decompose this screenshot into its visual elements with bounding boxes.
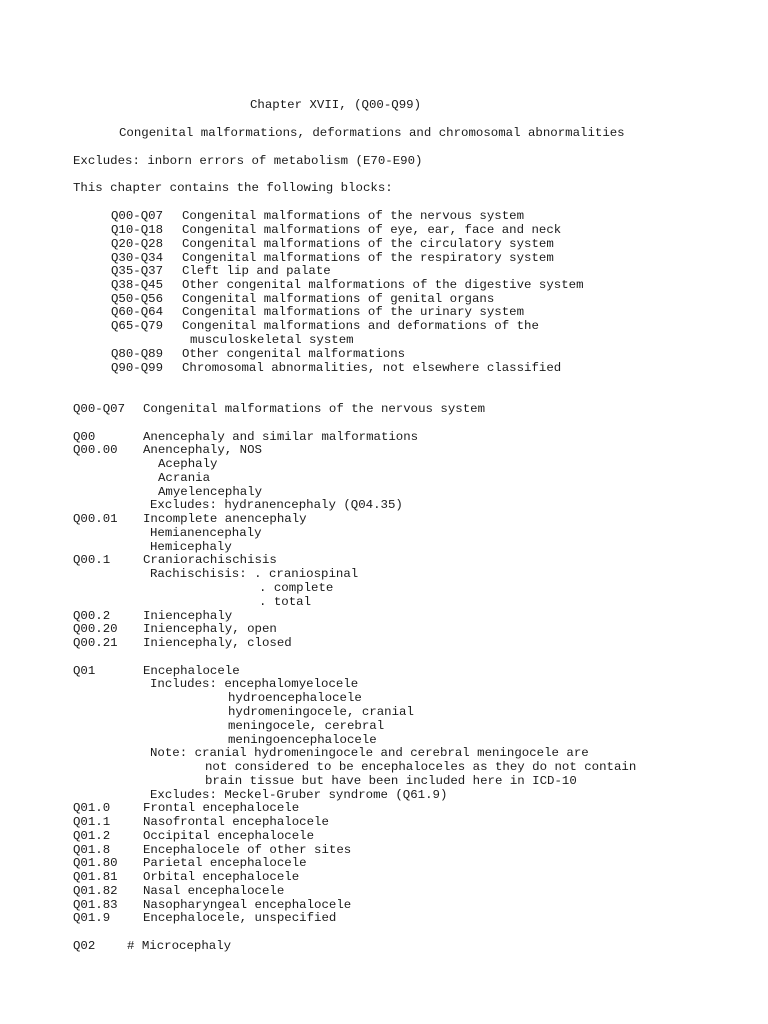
block-desc-continued: musculoskeletal system xyxy=(190,333,354,347)
entry-code: Q00 xyxy=(73,430,96,444)
entry-includes: Includes: encephalomyelocele xyxy=(150,677,359,691)
entry-code: Q01.1 xyxy=(73,815,111,829)
entry-text: Nasofrontal encephalocele xyxy=(143,815,329,829)
entry-text: Encephalocele of other sites xyxy=(143,843,352,857)
entry-text: Encephalocele xyxy=(143,664,240,678)
block-desc: Chromosomal abnormalities, not elsewhere classified xyxy=(182,361,562,375)
entry-text: Anencephaly, NOS xyxy=(143,443,262,457)
block-range: Q65-Q79 xyxy=(111,319,164,333)
entry-code: Q00.2 xyxy=(73,609,111,623)
block-desc: Congenital malformations of the nervous system xyxy=(182,209,525,223)
entry-code: Q00.1 xyxy=(73,553,111,567)
entry-note-continued: not considered to be encephaloceles as they do not contain xyxy=(205,760,637,774)
entry-code: Q01.9 xyxy=(73,911,111,925)
block-desc: Cleft lip and palate xyxy=(182,264,331,278)
block-range: Q30-Q34 xyxy=(111,251,164,265)
entry-synonym: . complete xyxy=(259,581,334,595)
entry-text: Frontal encephalocele xyxy=(143,801,300,815)
entry-code: Q01.0 xyxy=(73,801,111,815)
entry-code: Q02 xyxy=(73,939,96,953)
entry-excludes: Excludes: hydranencephaly (Q04.35) xyxy=(150,498,403,512)
block-range: Q35-Q37 xyxy=(111,264,164,278)
block-desc: Other congenital malformations xyxy=(182,347,406,361)
entry-text: Parietal encephalocele xyxy=(143,856,307,870)
entry-code: Q00.20 xyxy=(73,622,118,636)
entry-code: Q00.01 xyxy=(73,512,118,526)
entry-text: Iniencephaly, open xyxy=(143,622,277,636)
block-range: Q00-Q07 xyxy=(111,209,164,223)
entry-synonym: Rachischisis: . craniospinal xyxy=(150,567,359,581)
entry-code: Q01.83 xyxy=(73,898,118,912)
entry-code: Q01.81 xyxy=(73,870,118,884)
block-range: Q50-Q56 xyxy=(111,292,164,306)
entry-includes-item: hydromeningocele, cranial xyxy=(228,705,414,719)
block-range: Q10-Q18 xyxy=(111,223,164,237)
chapter-subtitle: Congenital malformations, deformations and chromosomal abnormalities xyxy=(119,126,625,140)
entry-code: Q01.2 xyxy=(73,829,111,843)
block-range: Q60-Q64 xyxy=(111,305,164,319)
entry-synonym: Acrania xyxy=(158,471,211,485)
entry-code: Q01.8 xyxy=(73,843,111,857)
entry-synonym: Hemicephaly xyxy=(150,540,232,554)
block-range: Q20-Q28 xyxy=(111,237,164,251)
entry-text: Occipital encephalocele xyxy=(143,829,315,843)
entry-text: Encephalocele, unspecified xyxy=(143,911,337,925)
entry-text: Incomplete anencephaly xyxy=(143,512,307,526)
entry-text: Orbital encephalocele xyxy=(143,870,300,884)
entry-includes-item: hydroencephalocele xyxy=(228,691,362,705)
entry-excludes: Excludes: Meckel-Gruber syndrome (Q61.9) xyxy=(150,788,448,802)
block-range: Q80-Q89 xyxy=(111,347,164,361)
block-desc: Congenital malformations of eye, ear, face and neck xyxy=(182,223,562,237)
entry-code: Q00.21 xyxy=(73,636,118,650)
entry-text: Iniencephaly, closed xyxy=(143,636,292,650)
block-desc: Congenital malformations of genital organs xyxy=(182,292,495,306)
entry-synonym: Hemianencephaly xyxy=(150,526,262,540)
entry-includes-item: meningoencephalocele xyxy=(228,733,377,747)
block-desc: Congenital malformations of the urinary system xyxy=(182,305,525,319)
block-desc: Congenital malformations of the circulatory system xyxy=(182,237,554,251)
section-heading: Congenital malformations of the nervous system xyxy=(143,402,486,416)
entry-text: Nasopharyngeal encephalocele xyxy=(143,898,352,912)
entry-text: # Microcephaly xyxy=(127,939,232,953)
block-desc: Congenital malformations of the respiratory system xyxy=(182,251,554,265)
section-range: Q00-Q07 xyxy=(73,402,126,416)
block-range: Q90-Q99 xyxy=(111,361,164,375)
entry-code: Q01 xyxy=(73,664,96,678)
entry-note: Note: cranial hydromeningocele and cerebral meningocele are xyxy=(150,746,589,760)
block-range: Q38-Q45 xyxy=(111,278,164,292)
entry-text: Nasal encephalocele xyxy=(143,884,285,898)
entry-code: Q01.82 xyxy=(73,884,118,898)
entry-code: Q00.00 xyxy=(73,443,118,457)
block-desc: Congenital malformations and deformations of the xyxy=(182,319,539,333)
entry-text: Iniencephaly xyxy=(143,609,233,623)
entry-includes-item: meningocele, cerebral xyxy=(228,719,385,733)
entry-note-continued: brain tissue but have been included here in ICD-10 xyxy=(205,774,577,788)
block-desc: Other congenital malformations of the digestive system xyxy=(182,278,584,292)
entry-synonym: Amyelencephaly xyxy=(158,485,263,499)
entry-synonym: . total xyxy=(259,595,312,609)
entry-text: Anencephaly and similar malformations xyxy=(143,430,419,444)
chapter-excludes: Excludes: inborn errors of metabolism (E70-E90) xyxy=(73,154,423,168)
entry-text: Craniorachischisis xyxy=(143,553,277,567)
entry-code: Q01.80 xyxy=(73,856,118,870)
chapter-title: Chapter XVII, (Q00-Q99) xyxy=(250,98,422,112)
entry-synonym: Acephaly xyxy=(158,457,218,471)
blocks-intro: This chapter contains the following blocks: xyxy=(73,181,393,195)
